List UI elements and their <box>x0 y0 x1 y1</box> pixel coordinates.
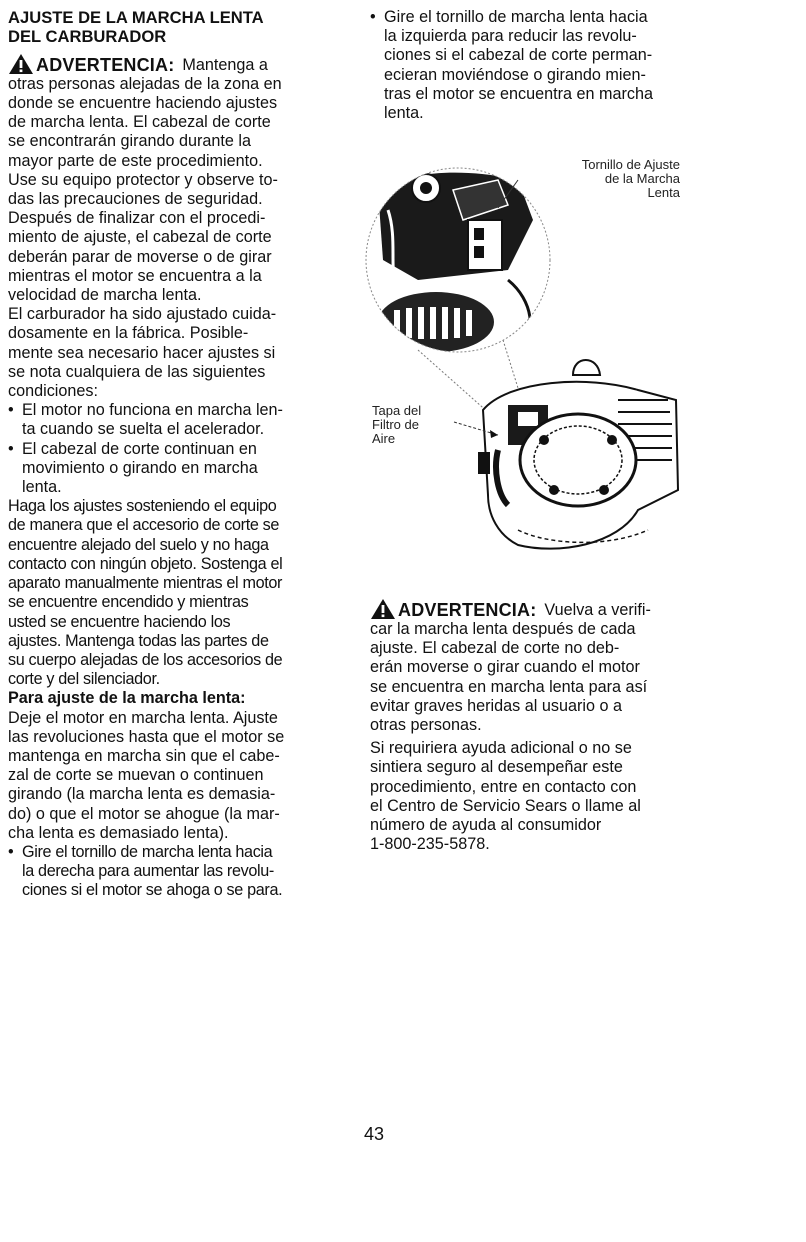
left-column <box>8 8 360 901</box>
text-line: aparato manualmente mientras el motor <box>8 574 283 593</box>
idle-screw-label <box>530 158 680 200</box>
heading-line: DEL CARBURADOR <box>8 27 167 47</box>
label-line: de la Marcha <box>604 171 680 186</box>
text-line: ciones si el motor se ahoga o se para. <box>22 881 283 900</box>
warning-heading <box>8 53 360 75</box>
text-line: sintiera seguro al desempeñar este <box>370 758 623 777</box>
text-line: ajustes. Mantenga todas las partes de <box>8 631 269 650</box>
turn-right-bullet <box>8 843 360 901</box>
text-line: movimiento o girando en marcha <box>22 458 258 477</box>
engine-body <box>478 360 678 549</box>
warning-intro: Vuelva a verifi- <box>544 601 651 619</box>
text-line: • El cabezal de corte continuan en <box>22 439 257 458</box>
heading-line: AJUSTE DE LA MARCHA LENTA <box>8 8 264 27</box>
carburetor-detail-view <box>358 150 558 360</box>
engine-illustration <box>358 150 698 560</box>
warning-heading <box>370 598 700 620</box>
text-line: das las precauciones de seguridad. <box>8 190 263 209</box>
procedure-paragraph <box>8 709 360 843</box>
warning-triangle-icon <box>370 598 396 620</box>
text-line: contacto con ningún objeto. Sostenga el <box>8 554 283 573</box>
text-line: las revoluciones hasta que el motor se <box>8 727 285 746</box>
label-line: Lenta <box>647 185 680 200</box>
text-line: ciones si el cabezal de corte perman- <box>384 46 653 65</box>
text-line: car la marcha lenta después de cada <box>370 620 636 638</box>
text-line: deberán parar de moverse o de girar <box>8 247 272 266</box>
text-line: de marcha lenta. El cabezal de corte <box>8 113 271 132</box>
warning-text <box>8 75 360 305</box>
right-column <box>370 8 700 123</box>
warning-label: ADVERTENCIA: <box>36 54 175 75</box>
page-number: 43 <box>364 1124 385 1144</box>
air-filter-cover-label <box>372 404 421 446</box>
text-line: • El motor no funciona en marcha len- <box>22 401 283 420</box>
text-line: número de ayuda al consumidor <box>370 816 602 835</box>
text-line: El carburador ha sido ajustado cuida- <box>8 305 277 324</box>
text-line: otras personas. <box>370 716 482 735</box>
warning-label: ADVERTENCIA: <box>398 600 537 620</box>
carburetor-paragraph <box>8 305 360 401</box>
text-line: corte y del silenciador. <box>8 670 160 689</box>
adjust-paragraph <box>8 497 360 689</box>
text-line: el Centro de Servicio Sears o llame al <box>370 796 641 815</box>
text-line: Si requiriera ayuda adicional o no se <box>370 739 632 758</box>
text-line: lenta. <box>384 104 424 123</box>
text-line: Use su equipo protector y observe to- <box>8 170 278 189</box>
text-line: mantenga en marcha sin que el cabe- <box>8 746 280 765</box>
condition-bullet <box>8 440 360 498</box>
text-line: encuentre alejado del suelo y no haga <box>8 535 269 554</box>
text-line: Deje el motor en marcha lenta. Ajuste <box>8 708 278 727</box>
text-line: otras personas alejadas de la zona en <box>8 74 282 93</box>
section-heading <box>8 8 360 47</box>
engine-figure <box>358 150 698 560</box>
text-line: se encontrarán girando durante la <box>8 132 251 151</box>
text-line: ta cuando se suelta el acelerador. <box>22 420 265 439</box>
text-line: mayor parte de este procedimiento. <box>8 151 263 170</box>
text-line: cha lenta es demasiado lenta). <box>8 823 229 842</box>
text-line: la izquierda para reducir las revolu- <box>384 27 637 46</box>
text-line: • Gire el tornillo de marcha lenta hacia <box>384 8 648 26</box>
warning-text <box>370 620 700 735</box>
text-line: girando (la marcha lenta es demasia- <box>8 785 276 804</box>
text-line: de manera que el accesorio de corte se <box>8 516 280 535</box>
text-line: ajuste. El cabezal de corte no deb- <box>370 639 620 658</box>
text-line: erán moverse o girar cuando el motor <box>370 658 640 677</box>
text-line: miento de ajuste, el cabezal de corte <box>8 228 272 247</box>
text-line: evitar graves heridas al usuario o a <box>370 696 622 715</box>
text-line: la derecha para aumentar las revolu- <box>22 862 274 881</box>
right-warning-block <box>370 598 700 854</box>
text-line: se encuentra en marcha lenta para así <box>370 677 648 696</box>
text-line: dosamente en la fábrica. Posible- <box>8 324 249 343</box>
text-line: mientras el motor se encuentra a la <box>8 266 262 285</box>
label-line: Tornillo de Ajuste <box>581 157 680 172</box>
procedure-subheading: Para ajuste de la marcha lenta: <box>8 689 246 708</box>
text-line: su cuerpo alejadas de los accesorios de <box>8 650 283 669</box>
text-line: usted se encuentre haciendo los <box>8 612 231 631</box>
condition-bullet <box>8 401 360 439</box>
warning-intro: Mantenga a <box>182 55 268 74</box>
label-line: Filtro de <box>372 417 419 432</box>
text-line: se nota cualquiera de las siguientes <box>8 362 266 381</box>
text-line: • Gire el tornillo de marcha lenta hacia <box>22 842 273 861</box>
help-paragraph <box>370 739 700 854</box>
text-line: se encuentre encendido y mientras <box>8 593 249 612</box>
text-line: velocidad de marcha lenta. <box>8 286 202 305</box>
text-line: lenta. <box>22 478 62 497</box>
warning-triangle-icon <box>8 53 34 75</box>
text-line: Haga los ajustes sosteniendo el equipo <box>8 497 277 516</box>
text-line: Después de finalizar con el procedi- <box>8 209 266 228</box>
phone-number: 1-800-235-5878. <box>370 835 490 854</box>
text-line: mente sea necesario hacer ajustes si <box>8 343 276 362</box>
label-line: Tapa del <box>372 403 422 418</box>
text-line: procedimiento, entre en contacto con <box>370 777 637 796</box>
text-line: do) o que el motor se ahogue (la mar- <box>8 804 280 823</box>
text-line: zal de corte se muevan o continuen <box>8 766 264 785</box>
text-line: donde se encuentre haciendo ajustes <box>8 94 278 113</box>
turn-left-bullet <box>370 8 700 123</box>
text-line: condiciones: <box>8 382 98 401</box>
text-line: ecieran moviéndose o girando mien- <box>384 65 646 84</box>
text-line: tras el motor se encuentra en marcha <box>384 84 654 103</box>
label-line: Aire <box>372 431 396 446</box>
